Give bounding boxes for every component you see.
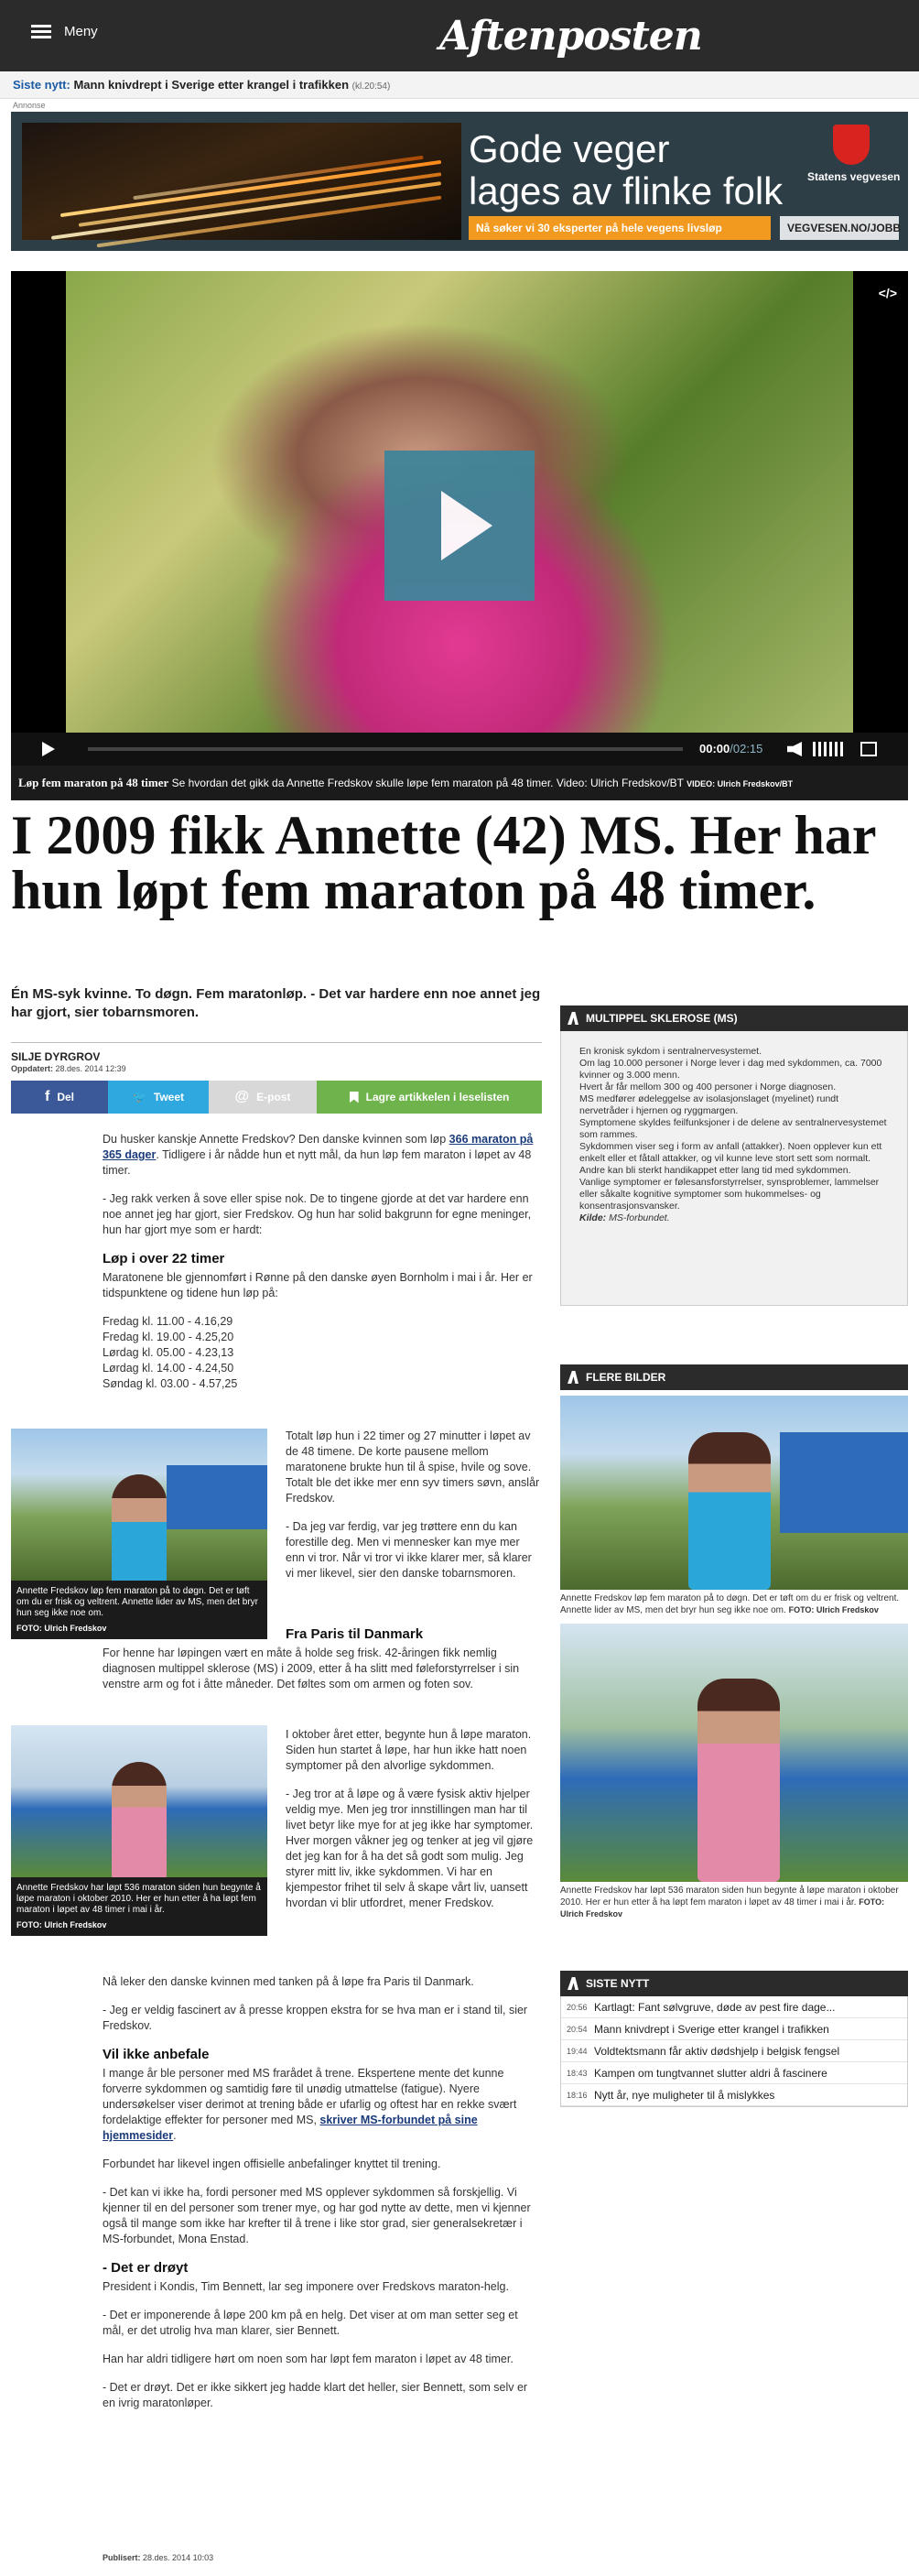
video-progress-bar[interactable] [88, 747, 683, 751]
breaking-news-ticker[interactable] [0, 71, 919, 99]
menu-button[interactable] [31, 24, 98, 39]
paragraph: - Jeg tror at å løpe og å være fysisk aktiv hjelper veldig mye. Men jeg tror innstillingen man har til livet betyr like mye for at jeg ikke har symptomer. Hver morgen våkner jeg og tenker at jeg vil gjøre det jeg kan for å ha det så godt som mulig. Jeg styrer mitt liv, ikke sykdommen. Vi har en kjempestor frihet til selv å skape vårt liv, uansett hvordan vi blir utfordret, mener Fredskov. [286, 1788, 534, 1909]
save-article-button[interactable]: Lagre artikkelen i leselisten [317, 1081, 542, 1114]
paragraph: For henne har løpingen vært en måte å holde seg frisk. 42-åringen fikk nemlig diagnosen multippel sklerose (MS) i 2009, etter å ha slitt med føleforstyrrelser i sin venstre arm og fot i åtte måneder. Det føltes som om armen og foten sov. [103, 1647, 520, 1690]
figure-caption: Annette Fredskov har løpt 536 maraton siden hun begynte å løpe maraton i oktober 2010. Her er hun etter å ha løpt fem maraton i løpet av 48 timer i mai i år. FOTO: Ulrich Fredskov [16, 1883, 261, 1929]
email-share-button[interactable]: @ E-post [209, 1081, 317, 1114]
at-icon: @ [234, 1089, 250, 1104]
paragraph: - Jeg rakk verken å sove eller spise nok. De to tingene gjorde at det var hardere enn noe annet jeg har gjort, sier Fredskov. Og hun har solid bakgrunn for egne meninger, hun har gjort mye som er hardt: [103, 1192, 532, 1236]
paragraph: - Det er drøyt. Det er ikke sikkert jeg hadde klart det heller, sier Bennett, som selv er en ivrig maratonløper. [103, 2381, 528, 2409]
paragraph: President i Kondis, Tim Bennett, lar seg imponere over Fredskovs maraton-helg. [103, 2280, 509, 2293]
hamburger-icon [31, 25, 51, 39]
byline[interactable]: SILJE DYRGROV [11, 1042, 542, 1063]
fact-box-content: En kronisk sykdom i sentralnervesystemet. Om lag 10.000 personer i Norge lever i dag med sykdommen, ca. 7000 kvinner og 3.000 menn. Hvert år får mellom 300 og 400 personer i Norge diagnosen. MS medfører ødeleggelse av isolasjonslaget (myelinet) rundt nervetråder i hjernen og ryggmargen. Symptomene skyldes feilfunksjoner i de delene av sentralnervesystemet som rammes. Sykdommen viser seg i form av anfall (attakker). Noen opplever kun ett enkelt eller et fåtall attakker, og vil kunne leve stort sett som normalt. Andre kan bli sterkt handikappet etter lang tid med sykdommen. Vanlige symptomer er følesansforstyrrelser, synsproblemer, lammelser eller såkalte kognitive symptomer som hukommelses- og konsentrasjonsvansker. Kilde: MS-forbundet. [560, 1031, 908, 1306]
ad-night-road-image [22, 123, 461, 240]
news-item[interactable]: 20:56 Kartlagt: Fant sølvgruve, døde av pest fire dage... [561, 1996, 907, 2018]
gallery-image-1[interactable] [560, 1396, 908, 1590]
latest-news [560, 1971, 908, 2107]
latest-news-list [560, 1996, 908, 2107]
twitter-share-button[interactable]: 🐦 Tweet [108, 1081, 209, 1114]
ms-forbundet-link[interactable]: skriver MS-forbundet på sine hjemmesider [103, 2114, 478, 2142]
site-logo[interactable]: Aftenposten [439, 13, 702, 60]
list-item: Fredag kl. 11.00 - 4.16,29 [103, 1315, 233, 1328]
ad-url[interactable]: VEGVESEN.NO/JOBB [780, 216, 899, 240]
ticker-label: Siste nytt: [13, 78, 70, 92]
published-timestamp: Publisert: 28.des. 2014 10:03 [103, 2553, 214, 2562]
volume-slider[interactable] [813, 742, 843, 756]
list-item: Søndag kl. 03.00 - 4.57,25 [103, 1377, 238, 1390]
ad-label: Annonse [13, 101, 46, 110]
top-bar [0, 0, 919, 71]
paragraph: Han har aldri tidligere hørt om noen som har løpt fem maraton i løpet av 48 timer. [103, 2353, 514, 2365]
menu-label: Meny [64, 24, 98, 39]
embed-code-icon[interactable]: </> [878, 286, 897, 300]
twitter-icon: 🐦 [132, 1091, 146, 1103]
volume-icon[interactable] [787, 742, 802, 756]
ad-brand: Statens vegvesen [807, 170, 901, 183]
subheading-tough: - Det er drøyt [103, 2260, 189, 2276]
figure-caption: Annette Fredskov løp fem maraton på to døgn. Det er tøft om du er frisk og veltrent. Annette lider av MS, men det bryr hun seg ikke noe om. FOTO: Ulrich Fredskov [16, 1586, 259, 1633]
subheading-advise: Vil ikke anbefale [103, 2047, 210, 2062]
paragraph: Nå leker den danske kvinnen med tanken på å løpe fra Paris til Danmark. [103, 1975, 474, 1988]
news-item[interactable]: 19:44 Voldtektsmann får aktiv dødshjelp i belgisk fengsel [561, 2040, 907, 2062]
gallery-image-2[interactable] [560, 1624, 908, 1882]
gallery-caption-2: Annette Fredskov har løpt 536 maraton siden hun begynte å løpe maraton i oktober 2010. Her er hun etter å ha løpt fem maraton i løpet av 48 timer i mai i år. FOTO: Ulrich Fredskov [560, 1886, 899, 1918]
news-item[interactable]: 20:54 Mann knivdrept i Sverige etter krangel i trafikken [561, 2018, 907, 2040]
updated-timestamp: Oppdatert: 28.des. 2014 12:39 [11, 1064, 126, 1073]
bookmark-icon [350, 1092, 359, 1103]
paragraph: Totalt løp hun i 22 timer og 27 minutter i løpet av de 48 timene. De korte pausene mellom maratonene brukte hun til å spise, hvile og sove. Totalt ble det ikke mer enn syv timers søvn, anslår Fredskov. [286, 1429, 540, 1505]
article-lead: Én MS-syk kvinne. To døgn. Fem maratonløp. - Det var hardere enn noe annet jeg har gjort, sier tobarnsmoren. [11, 986, 541, 1020]
play-button-large[interactable] [384, 451, 535, 601]
video-controls [11, 733, 908, 766]
ticker-headline[interactable]: Mann knivdrept i Sverige etter krangel i trafikken [73, 78, 350, 92]
paragraph: - Det er imponerende å løpe 200 km på en helg. Det viser at om man setter seg et mål, er det utrolig hva man klarer, sier Bennett. [103, 2309, 518, 2337]
gallery-caption-1: Annette Fredskov løp fem maraton på to døgn. Det er tøft om du er frisk og veltrent. Annette lider av MS, men det bryr hun seg ikke noe om. FOTO: Ulrich Fredskov [560, 1593, 900, 1615]
paragraph: - Da jeg var ferdig, var jeg trøttere enn du kan forestille deg. Men vi mennesker kan mye mer enn vi tror. Når vi tror vi ikke klarer mer, så klarer vi mer likevel, sier den danske tobarnsmoren. [286, 1520, 532, 1580]
ticker-time: (kl.20:54) [351, 82, 391, 92]
video-player[interactable] [11, 271, 908, 766]
paragraph: Maratonene ble gjennomført i Rønne på den danske øyen Bornholm i mai i år. Her er tidspunktene og tidene hun løp på: [103, 1271, 533, 1299]
video-caption: Løp fem maraton på 48 timer Se hvordan det gikk da Annette Fredskov skulle løpe fem maraton på 48 timer. Video: Ulrich Fredskov/BT VIDEO: Ulrich Fredskov/BT [11, 766, 908, 800]
play-icon[interactable] [42, 742, 55, 756]
article-body-5 [103, 1974, 540, 2424]
article-headline: I 2009 fikk Annette (42) MS. Her har hun løpt fem maraton på 48 timer. [11, 805, 876, 920]
more-images [560, 1364, 908, 1924]
facebook-icon: f [44, 1089, 50, 1104]
paragraph: Du husker kanskje Annette Fredskov? Den danske kvinnen som løp 366 maraton på 365 dager. Tidligere i år nådde hun et nytt mål, da hun løp fem maraton i løpet av 48 timer. [103, 1133, 534, 1177]
facebook-share-button[interactable]: f Del [11, 1081, 108, 1114]
runner-photo-2 [11, 1725, 267, 1877]
list-item: Fredag kl. 19.00 - 4.25,20 [103, 1331, 234, 1343]
paragraph: I oktober året etter, begynte hun å løpe maraton. Siden hun startet å løpe, har hun ikke hatt noen symptomer på den alvorlige sykdommen. [286, 1728, 532, 1772]
news-item[interactable]: 18:43 Kampen om tungtvannet slutter aldri å fascinere [561, 2062, 907, 2084]
paragraph: I mange år ble personer med MS frarådet å trene. Ekspertene mente det kunne forverre sykdommen og samtidig føre til unødig utmattelse (fatigue). Nyere undersøkelser viser derimot at trening både er ufarlig og oftest har en rekke svært fordelaktige effekter for personer med MS, skriver MS-forbundet på sine hjemmesider. [103, 2067, 517, 2142]
video-time: 00:00/02:15 [699, 742, 763, 755]
article-body-4 [286, 1727, 540, 1924]
fullscreen-icon[interactable] [860, 742, 877, 756]
fact-box [560, 1005, 908, 1306]
runner-photo-1 [11, 1429, 267, 1581]
subheading-run: Løp i over 22 timer [103, 1251, 225, 1266]
latest-news-title: SISTE NYTT [560, 1971, 908, 1996]
fact-box-title: MULTIPPEL SKLEROSE (MS) [560, 1005, 908, 1031]
list-item: Lørdag kl. 14.00 - 4.24,50 [103, 1362, 234, 1375]
more-images-title: FLERE BILDER [560, 1364, 908, 1390]
vegvesen-logo-icon [833, 125, 870, 165]
paragraph: - Det kan vi ikke ha, fordi personer med MS opplever sykdommen så forskjellig. Vi kjenner til en del personer som trener mye, og har god nytte av dette, men vi kjenner også til mange som ikke har krefter til å trene i like stor grad, sier generalsekretær i MS-forbundet, Mona Enstad. [103, 2186, 531, 2245]
ad-headline: Gode veger lages av flinke folk [469, 127, 784, 212]
ad-strip: Nå søker vi 30 eksperter på hele vegens livsløp [469, 216, 771, 240]
article-body-1 [103, 1132, 540, 1405]
marathon-link[interactable]: 366 maraton på 365 dager [103, 1133, 534, 1161]
article-body-3 [103, 1626, 540, 1705]
subheading-paris: Fra Paris til Danmark [286, 1626, 424, 1642]
paragraph: Forbundet har likevel ingen offisielle anbefalinger knyttet til trening. [103, 2158, 441, 2170]
list-item: Lørdag kl. 05.00 - 4.23,13 [103, 1346, 234, 1359]
paragraph: - Jeg er veldig fascinert av å presse kroppen ekstra for se hva man er i stand til, sier Fredskov. [103, 2004, 528, 2032]
article-body-2 [286, 1429, 540, 1594]
advertisement-banner[interactable] [11, 112, 908, 251]
times-list [103, 1314, 540, 1392]
inline-figure-1[interactable] [11, 1429, 267, 1639]
inline-figure-2[interactable] [11, 1725, 267, 1936]
share-bar [11, 1081, 542, 1114]
news-item[interactable]: 18:16 Nytt år, nye muligheter til å mislykkes [561, 2084, 907, 2106]
